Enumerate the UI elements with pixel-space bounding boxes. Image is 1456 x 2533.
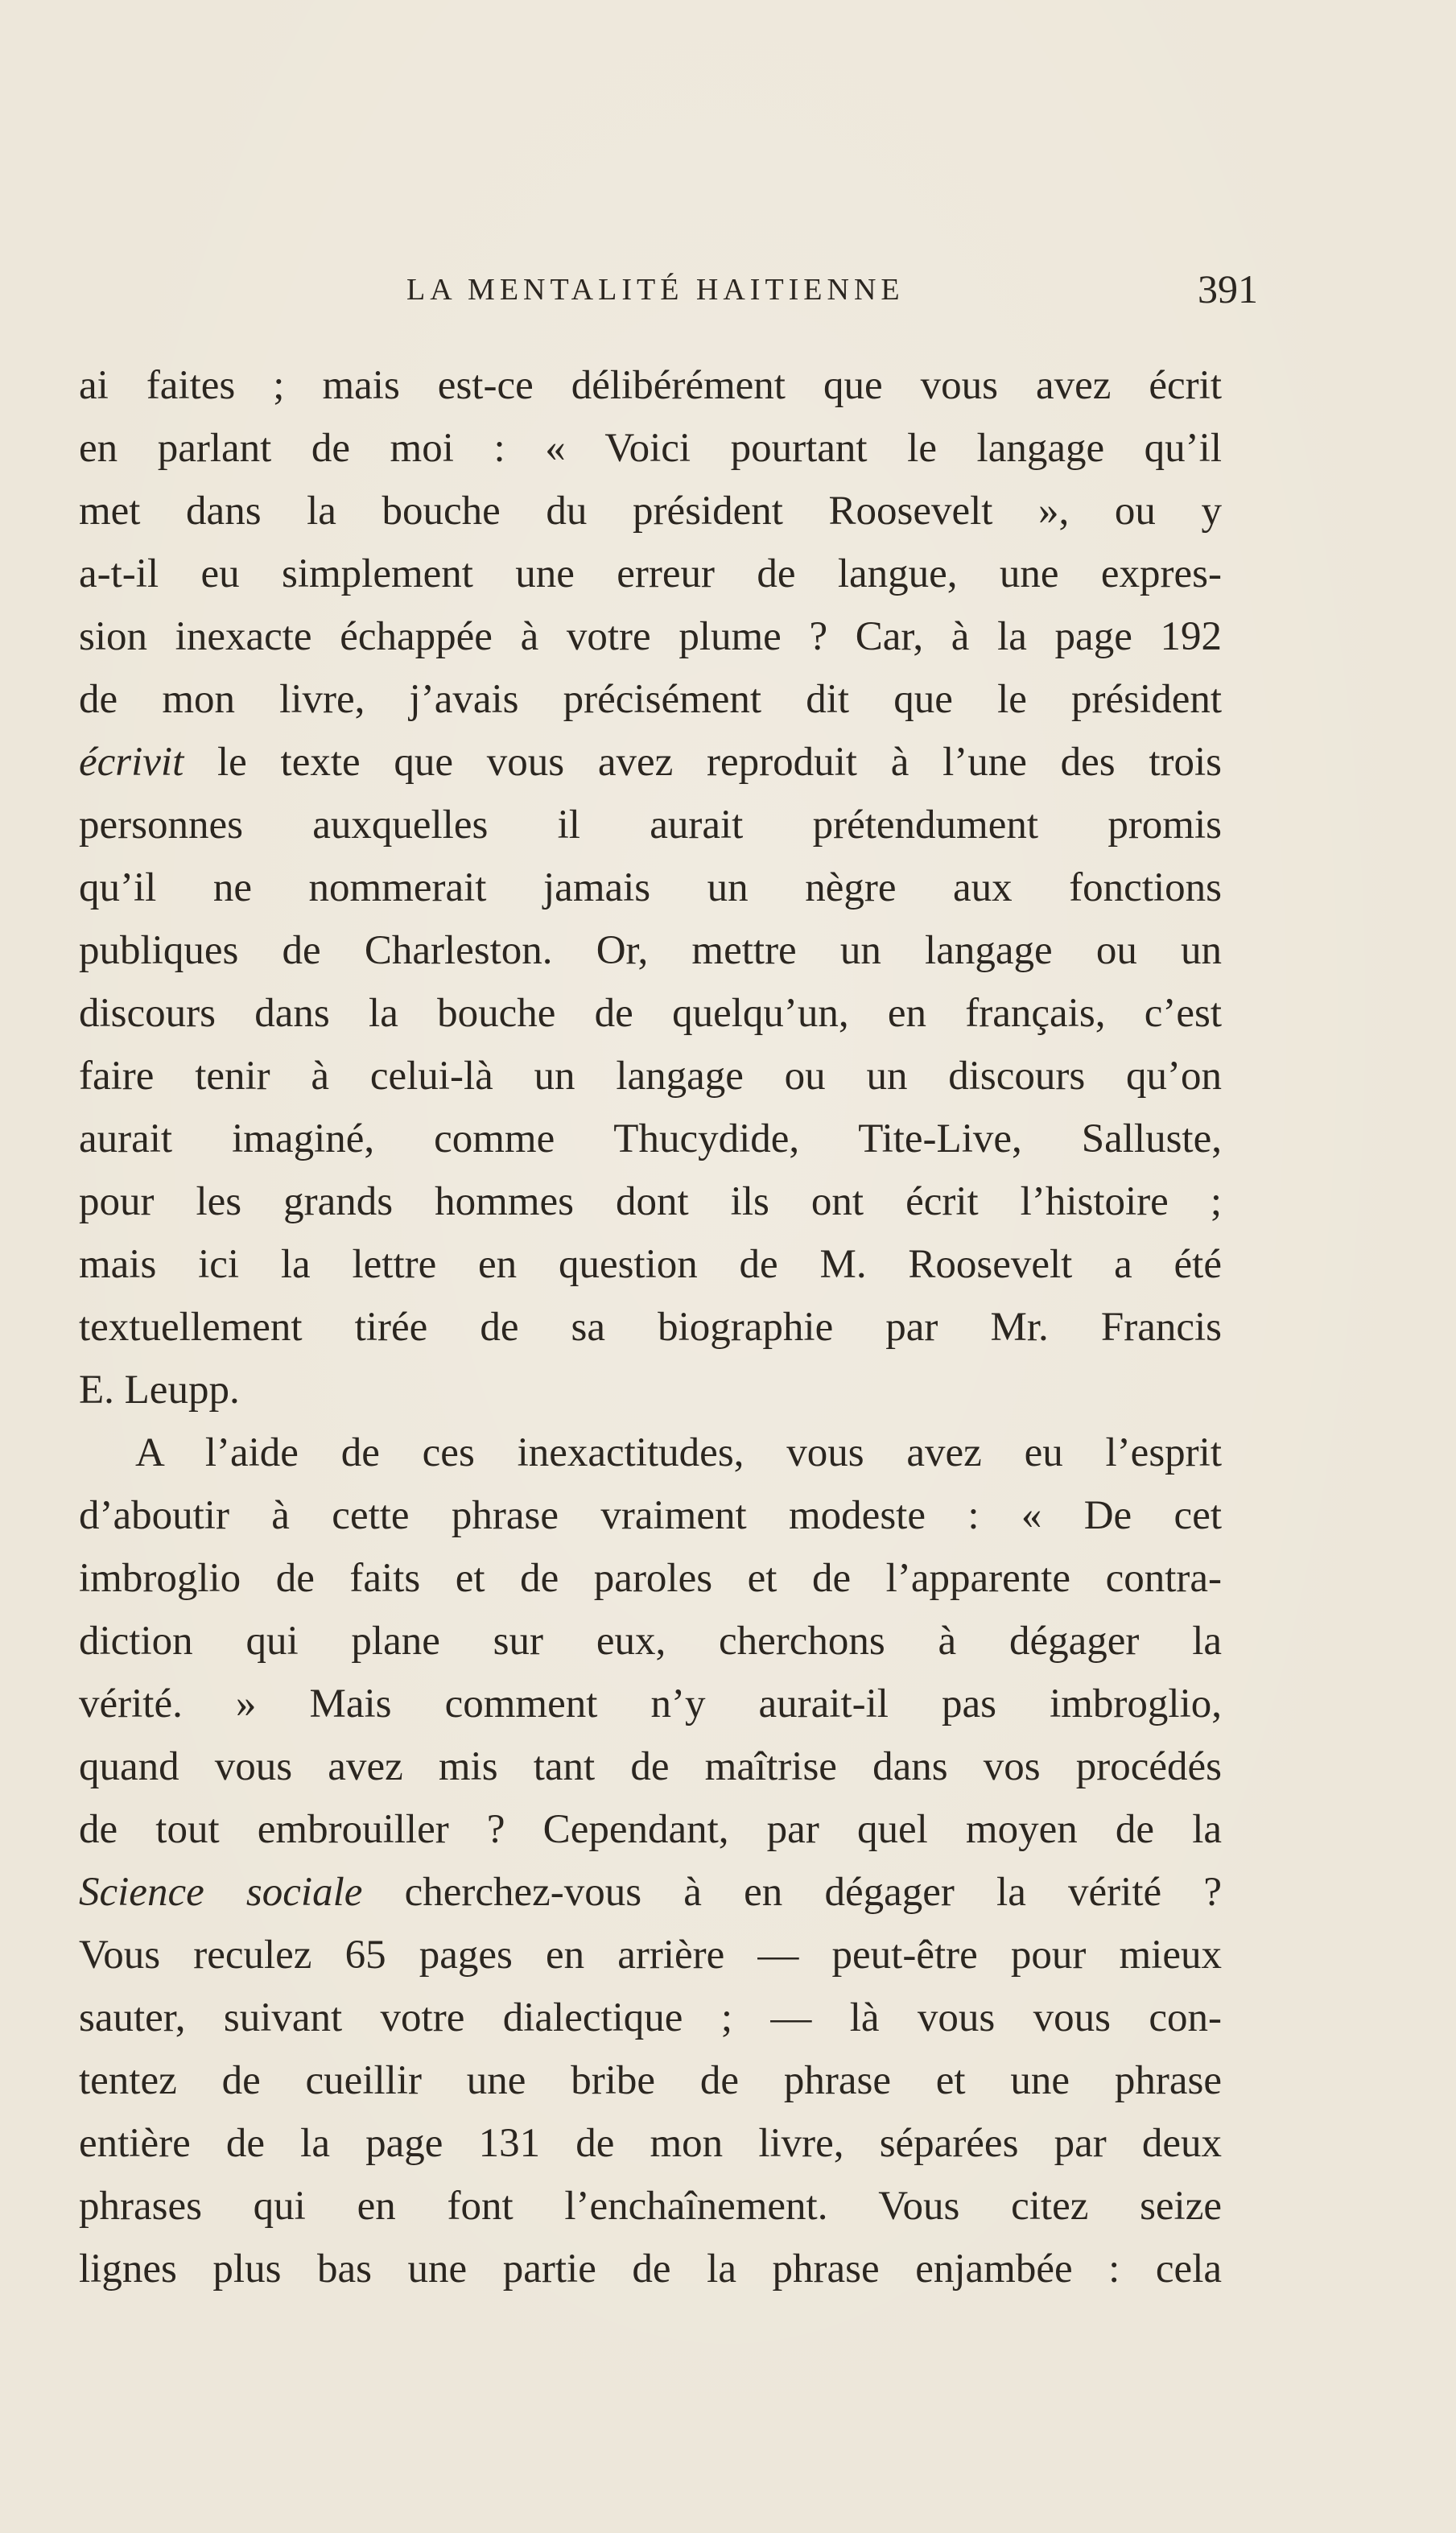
text-line: de mon livre, j’avais précisément dit que le président	[79, 677, 1222, 722]
text-line: aurait imaginé, comme Thucydide, Tite-Live, Salluste,	[79, 1116, 1222, 1161]
text-line: discours dans la bouche de quelqu’un, en français, c’est	[79, 991, 1222, 1036]
text-line: E. Leupp.	[79, 1368, 240, 1413]
text-line: textuellement tirée de sa biographie par Mr. Francis	[79, 1305, 1222, 1350]
page-number: 391	[1198, 266, 1258, 311]
text-line: lignes plus bas une partie de la phrase enjambée : cela	[79, 2246, 1222, 2292]
text-line: qu’il ne nommerait jamais un nègre aux fonctions	[79, 865, 1222, 910]
text-line: ai faites ; mais est-ce délibérément que vous avez écrit	[79, 363, 1222, 408]
text-line: pour les grands hommes dont ils ont écrit l’histoire ;	[79, 1179, 1222, 1224]
running-title: LA MENTALITÉ HAITIENNE	[406, 273, 905, 307]
text-span: le texte que vous avez reproduit à l’une des trois	[184, 740, 1222, 785]
text-line: publiques de Charleston. Or, mettre un langage ou un	[79, 928, 1222, 973]
text-line: met dans la bouche du président Roosevelt », ou y	[79, 489, 1222, 534]
text-line: sauter, suivant votre dialectique ; — là vous vous con-	[79, 1995, 1222, 2040]
text-line: personnes auxquelles il aurait prétendument promis	[79, 802, 1222, 848]
text-line: a-t-il eu simplement une erreur de langue, une expres-	[79, 551, 1222, 596]
text-line: de tout embrouiller ? Cependant, par quel moyen de la	[79, 1807, 1222, 1852]
text-line: d’aboutir à cette phrase vraiment modeste : « De cet	[79, 1493, 1222, 1538]
text-line: diction qui plane sur eux, cherchons à dégager la	[79, 1619, 1222, 1664]
text-line: sion inexacte échappée à votre plume ? Car, à la page 192	[79, 614, 1222, 659]
text-line: imbroglio de faits et de paroles et de l’apparente contra-	[79, 1556, 1222, 1601]
text-line: phrases qui en font l’enchaînement. Vous citez seize	[79, 2184, 1222, 2229]
text-line: Vous reculez 65 pages en arrière — peut-être pour mieux	[79, 1933, 1222, 1978]
text-line: tentez de cueillir une bribe de phrase et une phrase	[79, 2058, 1222, 2103]
text-line: vérité. » Mais comment n’y aurait-il pas imbroglio,	[79, 1681, 1222, 1726]
text-line: A l’aide de ces inexactitudes, vous avez eu l’esprit	[135, 1430, 1222, 1475]
text-line	[79, 731, 1222, 794]
running-head	[0, 266, 1456, 314]
text-line: mais ici la lettre en question de M. Roosevelt a été	[79, 1242, 1222, 1287]
text-line: quand vous avez mis tant de maîtrise dans vos procédés	[79, 1744, 1222, 1789]
text-line: entière de la page 131 de mon livre, séparées par deux	[79, 2121, 1222, 2166]
text-line	[79, 1861, 1222, 1924]
text-line: faire tenir à celui-là un langage ou un discours qu’on	[79, 1054, 1222, 1099]
italic-text: Science sociale	[79, 1870, 363, 1915]
text-span: cherchez-vous à en dégager la vérité ?	[362, 1870, 1222, 1915]
body-text	[79, 354, 1222, 2300]
text-line: en parlant de moi : « Voici pourtant le langage qu’il	[79, 426, 1222, 471]
italic-text: écrivit	[79, 740, 184, 785]
